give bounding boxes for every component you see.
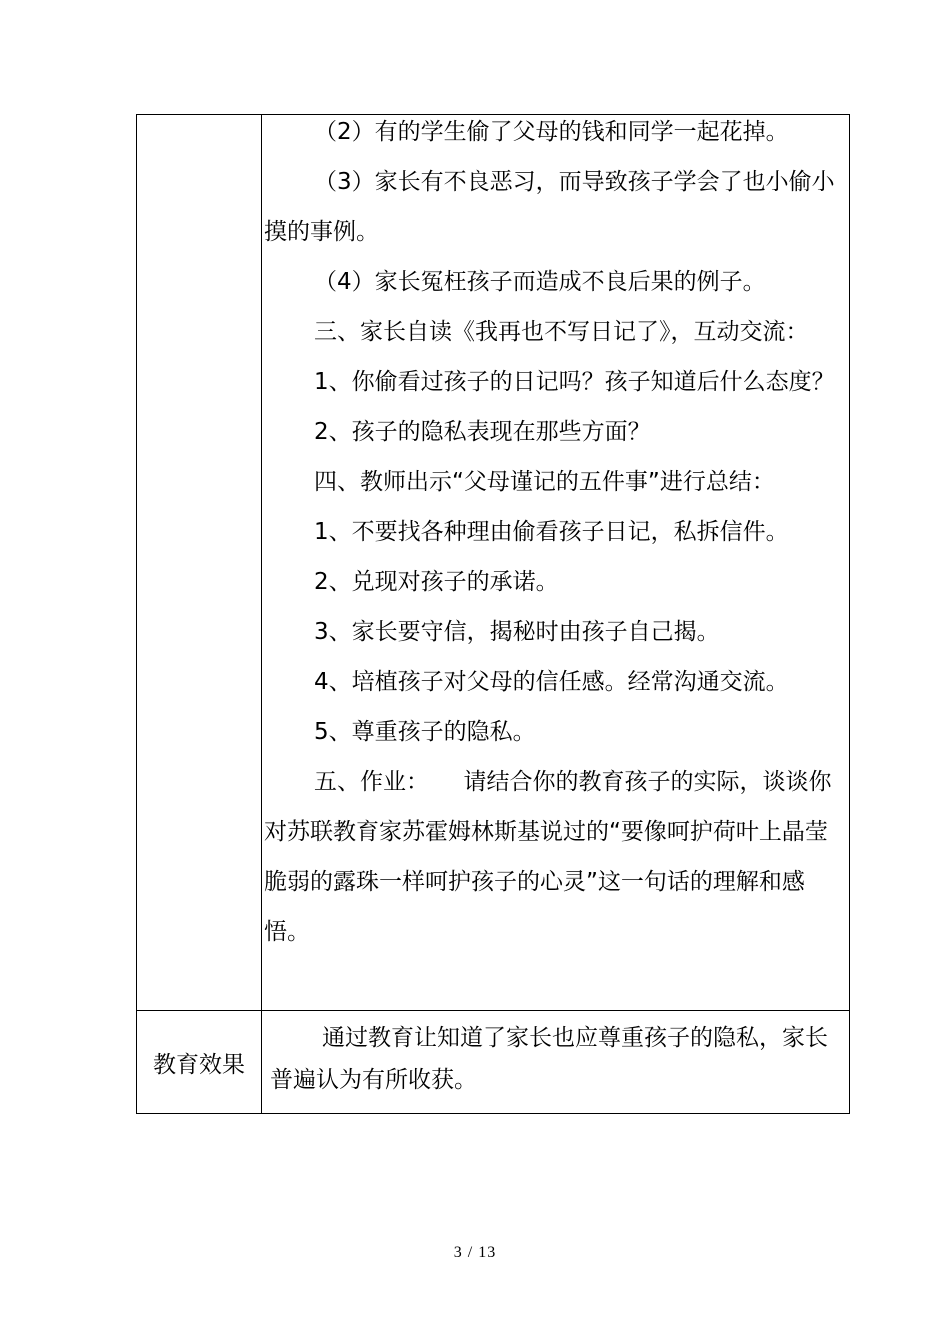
content-row xyxy=(137,115,850,1011)
paragraph: 四、教师出示“父母谨记的五件事”进行总结： xyxy=(314,469,775,495)
lesson-table xyxy=(136,114,850,1114)
paragraph: （3）家长有不良恶习，而导致孩子学会了也小偷小摸的事例。 xyxy=(264,169,835,245)
paragraph: 4、培植孩子对父母的信任感。经常沟通交流。 xyxy=(314,669,789,695)
effect-row xyxy=(137,1011,850,1114)
empty-label-cell xyxy=(137,115,262,1011)
effect-cell xyxy=(262,1011,850,1114)
page-number: 3 / 13 xyxy=(453,1244,497,1261)
paragraph: 1、不要找各种理由偷看孩子日记，私拆信件。 xyxy=(314,519,789,545)
paragraph: 3、家长要守信，揭秘时由孩子自己揭。 xyxy=(314,619,720,645)
paragraph: 5、尊重孩子的隐私。 xyxy=(314,719,536,745)
paragraph: （2）有的学生偷了父母的钱和同学一起花掉。 xyxy=(314,119,789,145)
content-cell xyxy=(262,115,850,1011)
effect-label: 教育效果 xyxy=(137,1011,262,1114)
paragraph: 1、你偷看过孩子的日记吗？孩子知道后什么态度？ xyxy=(314,369,835,395)
paragraph: 三、家长自读《我再也不写日记了》，互动交流： xyxy=(314,319,809,345)
paragraph: 2、兑现对孩子的承诺。 xyxy=(314,569,559,595)
effect-text: 通过教育让知道了家长也应尊重孩子的隐私，家长普遍认为有所收获。 xyxy=(270,1025,828,1093)
paragraph: 五、作业： 请结合你的教育孩子的实际，谈谈你对苏联教育家苏霍姆林斯基说过的“要像呵护荷叶上晶莹脆弱的露珠一样呵护孩子的心灵”这一句话的理解和感悟。 xyxy=(264,769,832,945)
paragraph: 2、孩子的隐私表现在那些方面？ xyxy=(314,419,651,445)
paragraph: （4）家长冤枉孩子而造成不良后果的例子。 xyxy=(314,269,766,295)
